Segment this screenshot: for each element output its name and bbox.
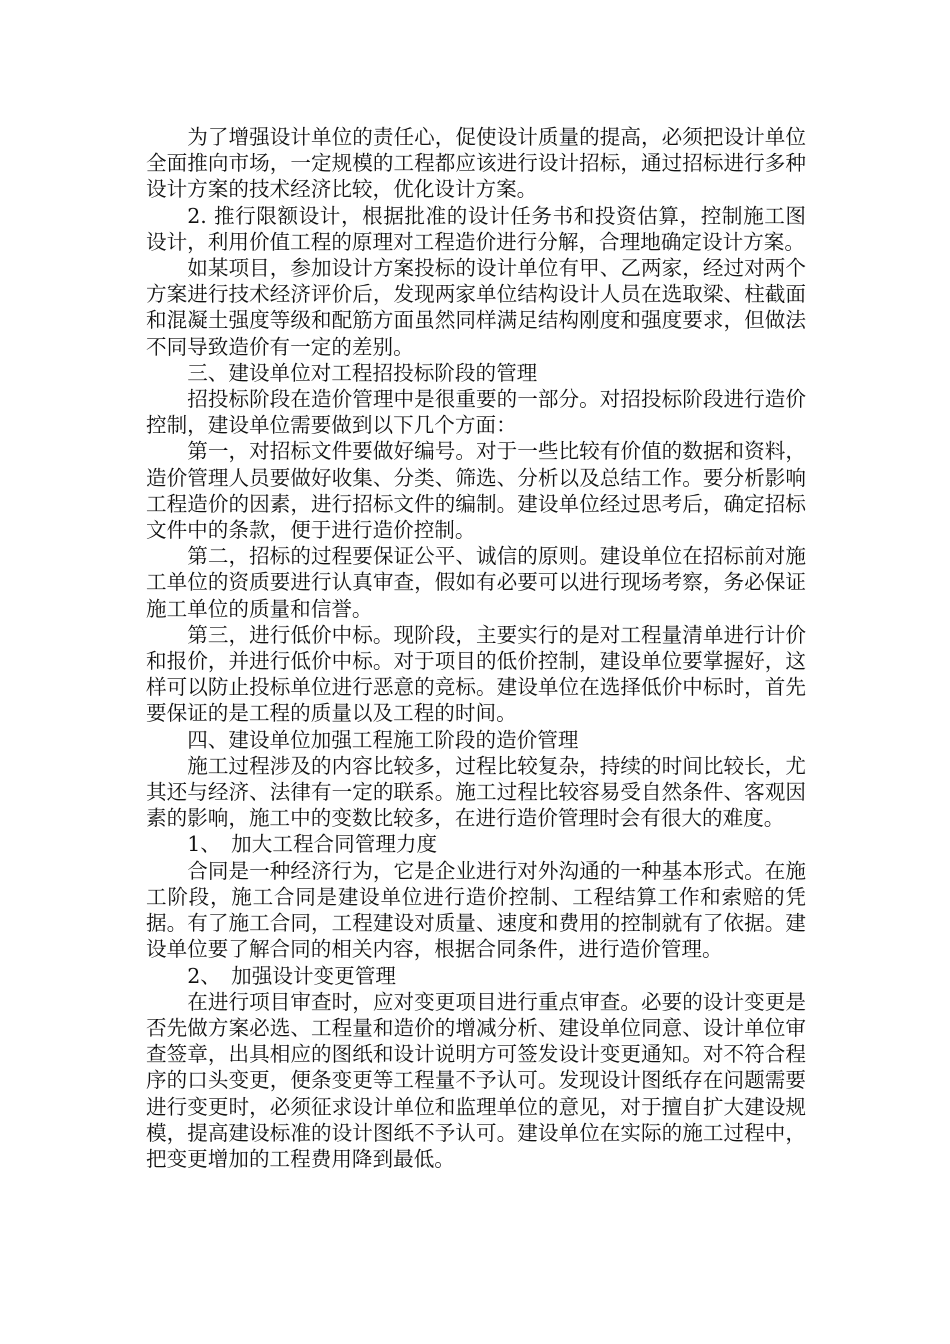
paragraph: 2. 推行限额设计，根据批准的设计任务书和投资估算，控制施工图设计，利用价值工程的原理对工程造价进行分解，合理地确定设计方案。 (146, 203, 806, 254)
paragraph: 招投标阶段在造价管理中是很重要的一部分。对招投标阶段进行造价控制，建设单位需要做到以下几个方面： (146, 387, 806, 438)
paragraph: 如某项目，参加设计方案投标的设计单位有甲、乙两家，经过对两个方案进行技术经济评价后，发现两家单位结构设计人员在选取梁、柱截面和混凝土强度等级和配筋方面虽然同样满足结构刚度和强度要求，但做法不同导致造价有一定的差别。 (146, 256, 806, 359)
paragraph: 第二，招标的过程要保证公平、诚信的原则。建设单位在招标前对施工单位的资质要进行认真审查，假如有必要可以进行现场考察，务必保证施工单位的质量和信誉。 (146, 544, 806, 621)
paragraph: 合同是一种经济行为，它是企业进行对外沟通的一种基本形式。在施工阶段，施工合同是建设单位进行造价控制、工程结算工作和索赔的凭据。有了施工合同，工程建设对质量、速度和费用的控制就有了依据。建设单位要了解合同的相关内容，根据合同条件，进行造价管理。 (146, 858, 806, 962)
paragraph: 第三，进行低价中标。现阶段，主要实行的是对工程量清单进行计价和报价，并进行低价中标。对于项目的低价控制，建设单位要掌握好，这样可以防止投标单位进行恶意的竞标。建设单位在选择低价中标时，首先要保证的是工程的质量以及工程的时间。 (146, 622, 806, 726)
subsection-heading: 2、 加强设计变更管理 (187, 963, 396, 988)
paragraph: 为了增强设计单位的责任心，促使设计质量的提高，必须把设计单位全面推向市场，一定规模的工程都应该进行设计招标，通过招标进行多种设计方案的技术经济比较，优化设计方案。 (146, 125, 806, 202)
paragraph: 在进行项目审查时，应对变更项目进行重点审查。必要的设计变更是否先做方案必选、工程量和造价的增减分析、建设单位同意、设计单位审查签章，出具相应的图纸和设计说明方可签发设计变更通知。对不符合程序的口头变更，便条变更等工程量不予认可。发现设计图纸存在问题需要进行变更时，必须征求设计单位和监理单位的意见，对于擅自扩大建设规模，提高建设标准的设计图纸不予认可。建设单位在实际的施工过程中，把变更增加的工程费用降到最低。 (146, 989, 806, 1171)
subsection-heading: 1、 加大工程合同管理力度 (187, 832, 438, 857)
section-heading: 三、建设单位对工程招投标阶段的管理 (187, 360, 538, 385)
section-heading: 四、建设单位加强工程施工阶段的造价管理 (187, 727, 579, 752)
paragraph: 施工过程涉及的内容比较多，过程比较复杂，持续的时间比较长，尤其还与经济、法律有一定的联系。施工过程比较容易受自然条件、客观因素的影响，施工中的变数比较多，在进行造价管理时会有很大的难度。 (146, 753, 806, 831)
paragraph: 第一，对招标文件要做好编号。对于一些比较有价值的数据和资料，造价管理人员要做好收集、分类、筛选、分析以及总结工作。要分析影响工程造价的因素，进行招标文件的编制。建设单位经过思考后，确定招标文件中的条款，便于进行造价控制。 (146, 439, 806, 543)
document-page (146, 124, 806, 1172)
